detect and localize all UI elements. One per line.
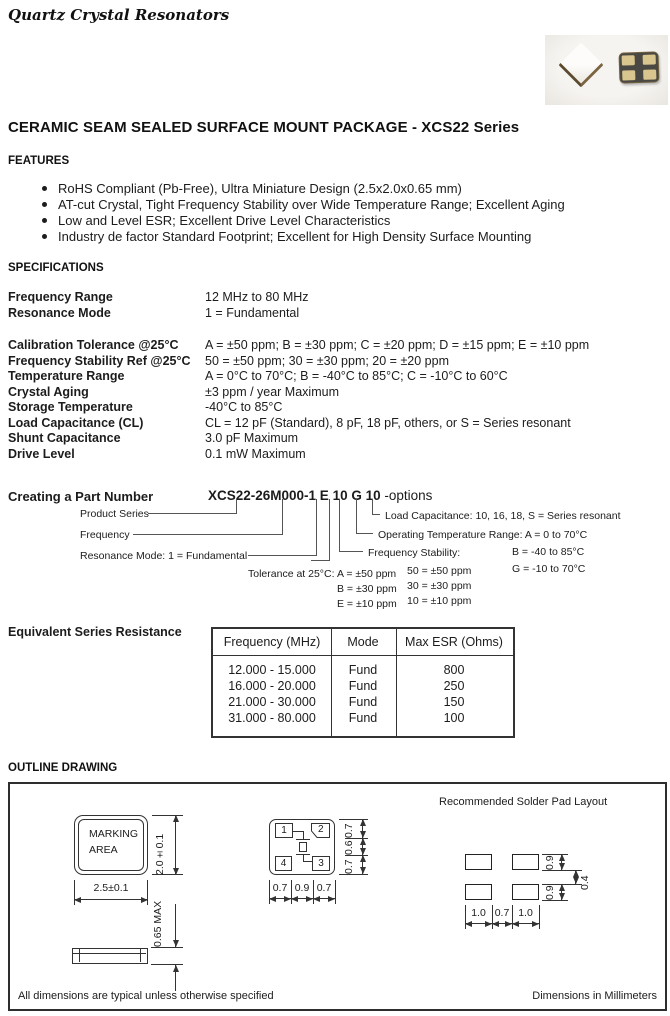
spec-row <box>8 431 664 447</box>
features-list <box>40 181 660 245</box>
esr-header-row <box>213 629 513 656</box>
dim-line <box>74 899 148 900</box>
package-side-view <box>72 948 148 964</box>
table-row: 31.000 - 80.000 Fund 100 <box>228 711 465 725</box>
dim-line <box>561 854 562 870</box>
dim-label: 0.7 <box>343 859 355 874</box>
spec-value: A = ±50 ppm; B = ±30 ppm; C = ±20 ppm; D = ±15 ppm; E = ±10 ppm <box>205 338 590 352</box>
connector-line <box>356 499 373 534</box>
pn-op-temp-label: Operating Temperature Range: A = 0 to 70°C <box>378 529 588 541</box>
feature-item: Low and Level ESR; Excellent Drive Level Characteristics <box>40 213 660 229</box>
dim-line <box>313 898 335 899</box>
connector-line <box>311 499 330 561</box>
part-number-code: XCS22-26M000-1 E 10 G 10 -options <box>208 488 433 503</box>
pn-tolerance-b-label: B = ±30 ppm <box>337 583 397 595</box>
spec-label: Load Capacitance (CL) <box>8 415 144 430</box>
spec-value: 50 = ±50 ppm; 30 = ±30 ppm; 20 = ±20 ppm <box>205 353 450 368</box>
esr-col-header: Frequency (MHz) <box>223 635 321 649</box>
solder-pad-title: Recommended Solder Pad Layout <box>439 796 608 808</box>
table-divider <box>331 629 332 736</box>
side-view-seam <box>73 953 146 954</box>
spec-value: 0.1 mW Maximum <box>205 446 306 461</box>
feature-item: AT-cut Crystal, Tight Frequency Stability over Wide Temperature Range; Excellent Aging <box>40 197 660 213</box>
esr-col-header: Max ESR (Ohms) <box>405 635 503 649</box>
part-number-section <box>0 486 670 616</box>
esr-heading: Equivalent Series Resistance <box>8 625 182 639</box>
main-heading: CERAMIC SEAM SEALED SURFACE MOUNT PACKAGE - XCS22 Series <box>8 119 520 136</box>
esr-table <box>211 627 515 738</box>
spec-row <box>8 306 664 322</box>
spec-label: Temperature Range <box>8 369 125 383</box>
esr-col-header: Mode <box>347 635 379 649</box>
outline-drawing-box <box>8 782 667 1011</box>
table-row: 21.000 - 30.000 Fund 150 <box>228 695 465 709</box>
spec-row <box>8 385 664 401</box>
spec-row <box>8 416 664 432</box>
pn-op-temp-b-label: B = -40 to 85°C <box>512 546 585 558</box>
esr-table-body <box>213 656 513 736</box>
features-heading: FEATURES <box>8 155 70 167</box>
outline-footer-units: Dimensions in Millimeters <box>532 990 657 1002</box>
table-divider <box>396 629 397 736</box>
side-view-endcap <box>140 949 141 962</box>
package-pad-icon <box>643 54 656 64</box>
dim-label: 0.7 <box>272 882 288 894</box>
spec-value: 12 MHz to 80 MHz <box>205 290 309 304</box>
bullet-icon <box>42 218 47 223</box>
side-view-endcap <box>79 949 80 962</box>
marking-area-label: MARKING <box>89 828 139 840</box>
pad-2: 2 <box>311 823 330 838</box>
spec-row <box>8 400 664 416</box>
package-pad-icon <box>622 55 635 65</box>
dim-label: 0.4 <box>579 875 591 890</box>
dim-label: 0.7 <box>316 882 332 894</box>
dim-width-label: 2.5±0.1 <box>93 882 129 894</box>
dim-label: 1.0 <box>518 907 533 919</box>
dim-line <box>362 838 363 855</box>
table-row: 12.000 - 15.000 Fund 800 <box>228 663 465 677</box>
extension-line <box>335 880 336 904</box>
dim-label: 0.9 <box>544 885 556 900</box>
pn-load-cap-label: Load Capacitance: 10, 16, 18, S = Series resonant <box>385 510 621 522</box>
feature-item: Industry de factor Standard Footprint; Excellent for High Density Surface Mounting <box>40 229 660 245</box>
spec-row <box>8 369 664 385</box>
dim-label: 1.0 <box>471 907 486 919</box>
crystal-package-bottom-view <box>618 51 659 83</box>
dim-line <box>269 898 291 899</box>
pn-op-temp-g-label: G = -10 to 70°C <box>512 563 586 575</box>
part-number-heading: Creating a Part Number <box>8 489 154 504</box>
crystal-package-lid-view <box>558 42 603 87</box>
dim-line <box>561 884 562 900</box>
connector-line <box>372 499 380 515</box>
dim-label: 0.9 <box>544 855 556 870</box>
brand-title: Quartz Crystal Resonators <box>8 6 230 24</box>
package-pad-icon <box>643 69 656 79</box>
extension-line <box>339 874 368 875</box>
pad-4: 4 <box>275 856 292 871</box>
extension-line <box>542 900 568 901</box>
extension-line <box>539 905 540 929</box>
bullet-icon <box>42 202 47 207</box>
outline-heading: OUTLINE DRAWING <box>8 762 118 774</box>
dim-label: 0.6 <box>343 840 355 855</box>
spec-row <box>8 354 664 370</box>
outline-footer-note: All dimensions are typical unless otherwise specified <box>18 990 274 1002</box>
specifications-list <box>8 290 664 462</box>
spec-value: ±3 ppm / year Maximum <box>205 384 339 399</box>
dim-line <box>175 904 176 947</box>
marking-area-label: AREA <box>89 844 118 856</box>
spec-label: Storage Temperature <box>8 400 133 414</box>
spec-label: Frequency Stability Ref @25°C <box>8 353 191 368</box>
bullet-icon <box>42 234 47 239</box>
dim-line <box>492 923 512 924</box>
pn-stability-10-label: 10 = ±10 ppm <box>407 595 472 607</box>
dim-line <box>291 898 313 899</box>
pn-stability-50-label: 50 = ±50 ppm <box>407 565 472 577</box>
table-row: 16.000 - 20.000 Fund 250 <box>228 679 465 693</box>
dim-thickness-label: 0.65 MAX <box>152 900 164 947</box>
dim-label: 0.7 <box>494 907 510 919</box>
pn-tolerance-e-label: E = ±10 ppm <box>337 598 397 610</box>
dim-line <box>512 923 539 924</box>
dim-label: 0.9 <box>294 882 310 894</box>
dim-line <box>362 855 363 874</box>
pn-frequency-label: Frequency <box>80 529 130 541</box>
pn-product-series-label: Product Series <box>80 508 149 520</box>
pad-3: 3 <box>312 856 330 871</box>
dim-line <box>362 819 363 838</box>
spec-label: Frequency Range <box>8 290 113 304</box>
extension-line <box>151 947 183 948</box>
pad-configuration-view <box>269 819 335 875</box>
spec-row <box>8 447 664 463</box>
spec-label: Shunt Capacitance <box>8 431 121 445</box>
pn-stability-30-label: 30 = ±30 ppm <box>407 580 472 592</box>
pn-tolerance-label: Tolerance at 25°C: <box>248 568 335 580</box>
specifications-heading: SPECIFICATIONS <box>8 262 104 274</box>
solder-pad <box>465 854 492 870</box>
dim-height-label: 2.0±0.1 <box>154 833 166 875</box>
solder-pad <box>512 884 539 900</box>
bullet-icon <box>42 186 47 191</box>
spec-value: 1 = Fundamental <box>205 305 300 320</box>
dim-line <box>175 815 176 875</box>
spec-value: A = 0°C to 70°C; B = -40°C to 85°C; C = -10°C to 60°C <box>205 369 508 383</box>
package-top-view <box>74 815 148 875</box>
spec-label: Drive Level <box>8 446 75 461</box>
dim-line <box>465 923 492 924</box>
pn-stability-label: Frequency Stability: <box>368 547 461 559</box>
pad-1: 1 <box>275 823 293 838</box>
dim-line <box>175 965 176 991</box>
package-pad-icon <box>622 70 635 80</box>
solder-pad <box>465 884 492 900</box>
dim-line <box>575 870 576 884</box>
product-photo <box>545 35 668 105</box>
spec-label: Resonance Mode <box>8 305 111 320</box>
connector-line <box>248 499 317 556</box>
feature-item: RoHS Compliant (Pb-Free), Ultra Miniature Design (2.5x2.0x0.65 mm) <box>40 181 660 197</box>
spec-value: -40°C to 85°C <box>205 400 283 414</box>
spec-row <box>8 338 664 354</box>
pn-resonance-label: Resonance Mode: 1 = Fundamental <box>80 550 248 562</box>
solder-pad <box>512 854 539 870</box>
spec-label: Calibration Tolerance @25°C <box>8 338 179 352</box>
spec-label: Crystal Aging <box>8 384 89 399</box>
dim-label: 0.7 <box>343 823 355 838</box>
pn-tolerance-a-label: A = ±50 ppm <box>337 568 397 580</box>
spec-value: 3.0 pF Maximum <box>205 431 299 445</box>
spec-row <box>8 290 664 306</box>
spec-value: CL = 12 pF (Standard), 8 pF, 18 pF, others, or S = Series resonant <box>205 415 571 430</box>
